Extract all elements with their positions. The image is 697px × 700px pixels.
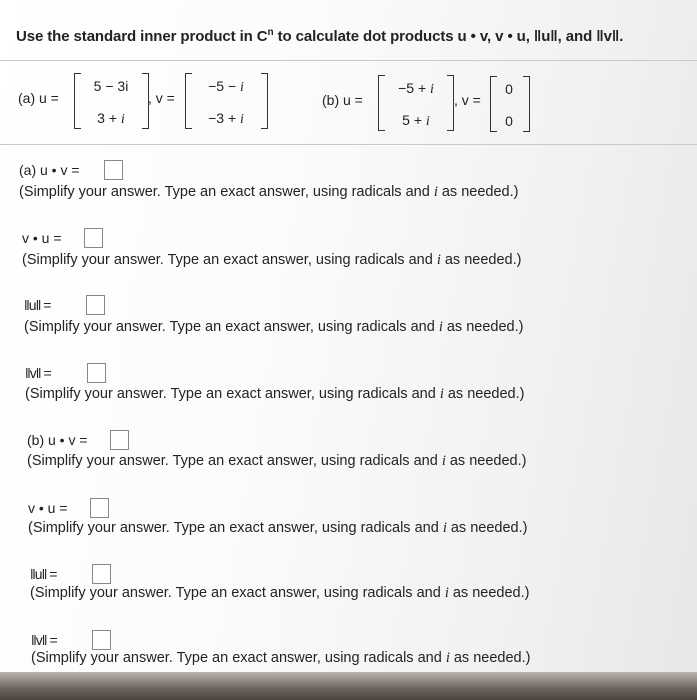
- question-b-norm-v-label: ‖v‖ =: [31, 632, 57, 648]
- part-b-u-left-bracket: [378, 75, 385, 131]
- part-a-v-left-bracket: [185, 73, 192, 129]
- part-b-v-entry-2: 0: [505, 113, 513, 129]
- answer-b-norm-u-input[interactable]: [92, 564, 111, 584]
- part-b-u-entry-2: 5 + i: [402, 112, 430, 129]
- answer-a-vu-input[interactable]: [84, 228, 103, 248]
- part-a-v-right-bracket: [261, 73, 268, 129]
- answer-b-norm-v-input[interactable]: [92, 630, 111, 650]
- part-b-v-entry-1: 0: [505, 81, 513, 97]
- answer-a-uv-input[interactable]: [104, 160, 123, 180]
- divider-top: [0, 60, 697, 61]
- title-superscript: n: [267, 27, 274, 38]
- title-suffix: to calculate dot products u • v, v • u, ‖u‖, and ‖v‖.: [273, 28, 624, 45]
- question-b-norm-u-hint: (Simplify your answer. Type an exact answer, using radicals and i as needed.): [30, 585, 530, 601]
- question-a-uv-hint: (Simplify your answer. Type an exact answer, using radicals and i as needed.): [19, 184, 519, 200]
- question-b-vu-label: v • u =: [28, 500, 68, 516]
- question-a-vu-hint: (Simplify your answer. Type an exact answer, using radicals and i as needed.): [22, 252, 522, 268]
- part-b-v-right-bracket: [523, 76, 530, 132]
- question-a-norm-u-label: ‖u‖ =: [24, 297, 51, 313]
- answer-b-vu-input[interactable]: [90, 498, 109, 518]
- question-b-uv-hint: (Simplify your answer. Type an exact answer, using radicals and i as needed.): [27, 453, 527, 469]
- answer-b-uv-input[interactable]: [110, 430, 129, 450]
- part-a-u-label: (a) u =: [18, 90, 59, 106]
- part-b-u-label: (b) u =: [322, 92, 363, 108]
- part-b-u-entry-1: −5 + i: [398, 80, 434, 97]
- part-a-u-entry-2: 3 + i: [97, 110, 125, 127]
- question-b-norm-v-hint: (Simplify your answer. Type an exact answer, using radicals and i as needed.): [31, 650, 531, 666]
- question-a-norm-v-label: ‖v‖ =: [25, 365, 51, 381]
- question-b-vu-hint: (Simplify your answer. Type an exact answer, using radicals and i as needed.): [28, 520, 528, 536]
- part-a-v-entry-1: −5 − i: [208, 78, 244, 95]
- part-b-v-label: , v =: [454, 92, 481, 108]
- answer-a-norm-v-input[interactable]: [87, 363, 106, 383]
- screen-bottom-edge: [0, 672, 697, 700]
- title-prefix: Use the standard inner product in C: [16, 28, 268, 45]
- question-a-norm-u-hint: (Simplify your answer. Type an exact answer, using radicals and i as needed.): [24, 319, 524, 335]
- part-a-u-left-bracket: [74, 73, 81, 129]
- question-a-uv-label: (a) u • v =: [19, 162, 80, 178]
- question-a-norm-v-hint: (Simplify your answer. Type an exact answer, using radicals and i as needed.): [25, 386, 525, 402]
- part-b-u-right-bracket: [447, 75, 454, 131]
- part-a-u-entry-1: 5 − 3i: [93, 78, 129, 94]
- part-a-v-entry-2: −3 + i: [208, 110, 244, 127]
- part-b-v-left-bracket: [490, 76, 497, 132]
- problem-title: [16, 27, 623, 45]
- answer-a-norm-u-input[interactable]: [86, 295, 105, 315]
- question-b-norm-u-label: ‖u‖ =: [30, 566, 57, 582]
- question-b-uv-label: (b) u • v =: [27, 432, 88, 448]
- question-a-vu-label: v • u =: [22, 230, 62, 246]
- divider-middle: [0, 144, 697, 145]
- part-a-v-label: , v =: [148, 90, 175, 106]
